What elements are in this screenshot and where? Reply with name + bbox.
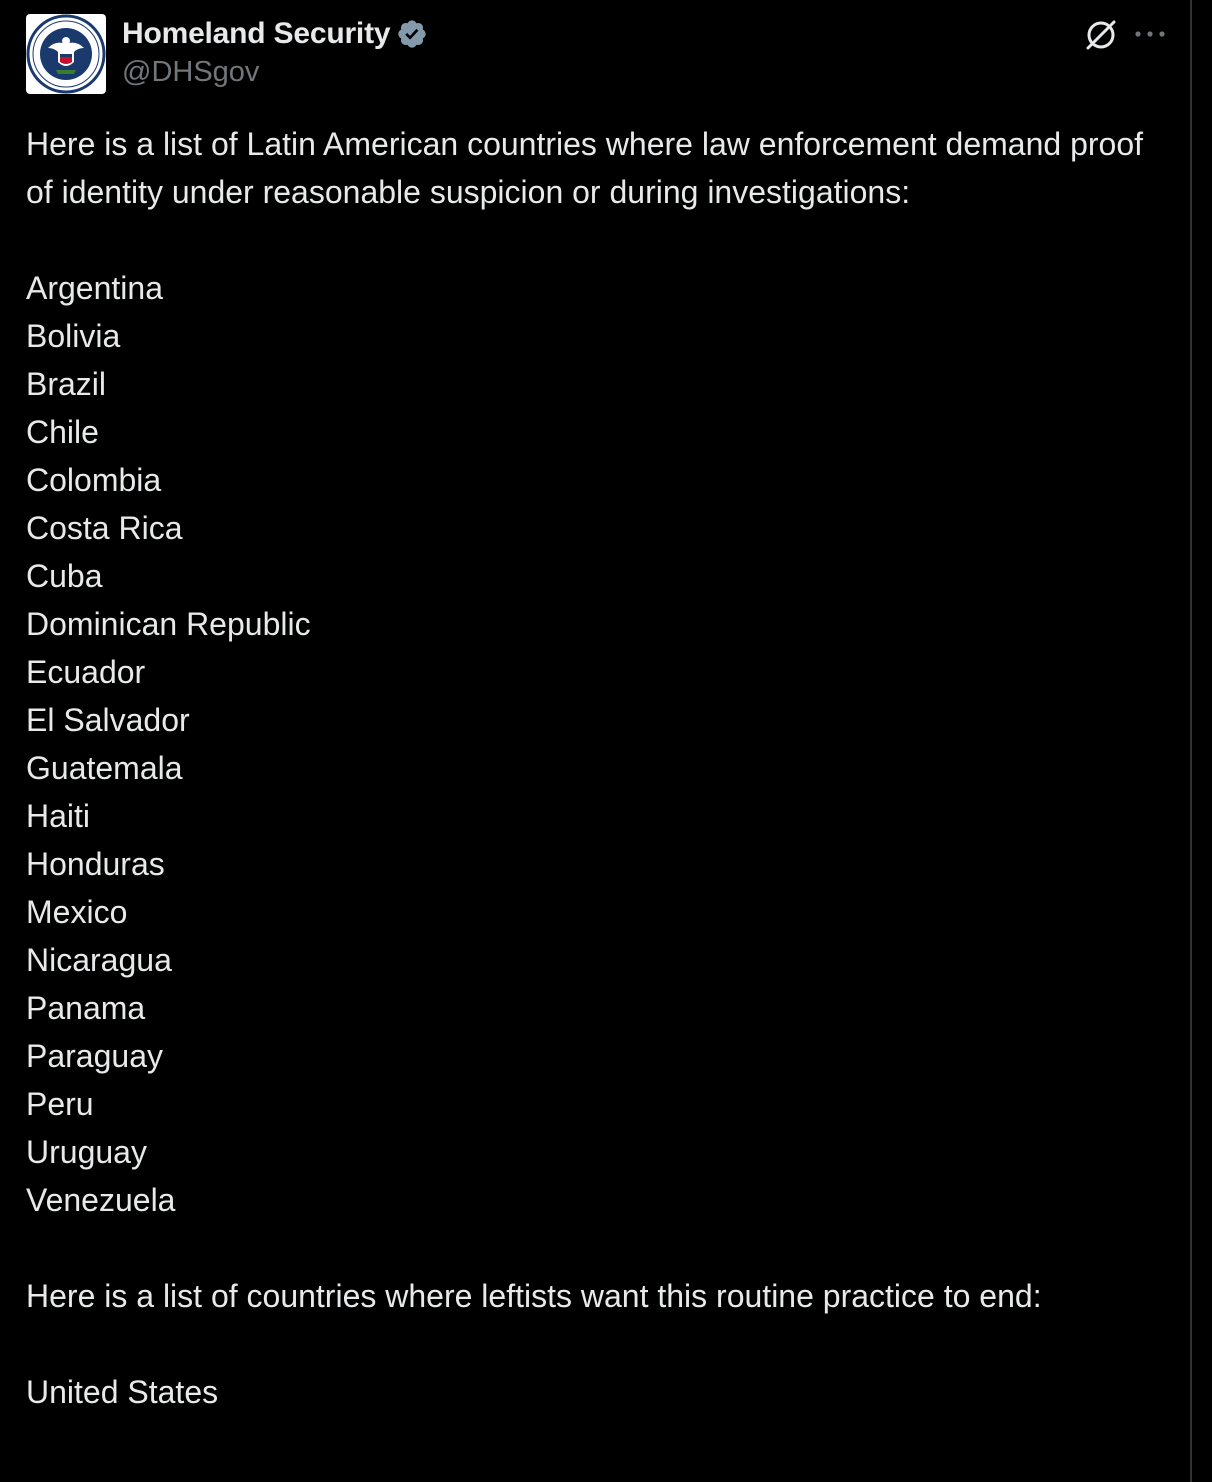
list-item: Honduras bbox=[26, 846, 165, 882]
list-item: Argentina bbox=[26, 270, 163, 306]
list-item: Mexico bbox=[26, 894, 128, 930]
dhs-seal-logo bbox=[26, 14, 106, 94]
list-item: Peru bbox=[26, 1086, 94, 1122]
grok-icon[interactable] bbox=[1082, 16, 1120, 54]
list-item: Costa Rica bbox=[26, 510, 183, 546]
paragraph-gap bbox=[26, 1320, 1176, 1368]
list-item: Brazil bbox=[26, 366, 107, 402]
list-item: United States bbox=[26, 1374, 219, 1410]
list-item: El Salvador bbox=[26, 702, 190, 738]
list-item: Cuba bbox=[26, 558, 103, 594]
verified-badge-icon[interactable] bbox=[396, 18, 428, 50]
list-item: Dominican Republic bbox=[26, 606, 311, 642]
second-paragraph: Here is a list of countries where leftists want this routine practice to end: bbox=[26, 1278, 1042, 1314]
author-handle[interactable]: @DHSgov bbox=[122, 56, 260, 88]
tweet-header bbox=[26, 0, 1176, 110]
list-item: Venezuela bbox=[26, 1182, 176, 1218]
more-options-icon[interactable] bbox=[1130, 20, 1170, 48]
list-item: Chile bbox=[26, 414, 99, 450]
paragraph-gap bbox=[26, 216, 1176, 264]
intro-paragraph: Here is a list of Latin American countries where law enforcement demand proof of identity under reasonable suspicion or during investigations: bbox=[26, 126, 1143, 210]
list-item: Paraguay bbox=[26, 1038, 163, 1074]
list-item: Haiti bbox=[26, 798, 91, 834]
tweet bbox=[26, 0, 1176, 1410]
list-item: Ecuador bbox=[26, 654, 146, 690]
paragraph-gap bbox=[26, 1224, 1176, 1272]
avatar[interactable] bbox=[26, 14, 106, 94]
author-display-name[interactable]: Homeland Security bbox=[122, 17, 391, 50]
list-item: Uruguay bbox=[26, 1134, 147, 1170]
list-item: Nicaragua bbox=[26, 942, 172, 978]
list-item: Bolivia bbox=[26, 318, 121, 354]
name-row bbox=[122, 14, 428, 54]
list-item: Colombia bbox=[26, 462, 162, 498]
list-item: Panama bbox=[26, 990, 146, 1026]
tweet-text bbox=[26, 120, 1176, 1416]
author-block bbox=[122, 14, 428, 89]
column-border bbox=[1190, 0, 1192, 1482]
list-item: Guatemala bbox=[26, 750, 183, 786]
country-list bbox=[26, 264, 1176, 1224]
